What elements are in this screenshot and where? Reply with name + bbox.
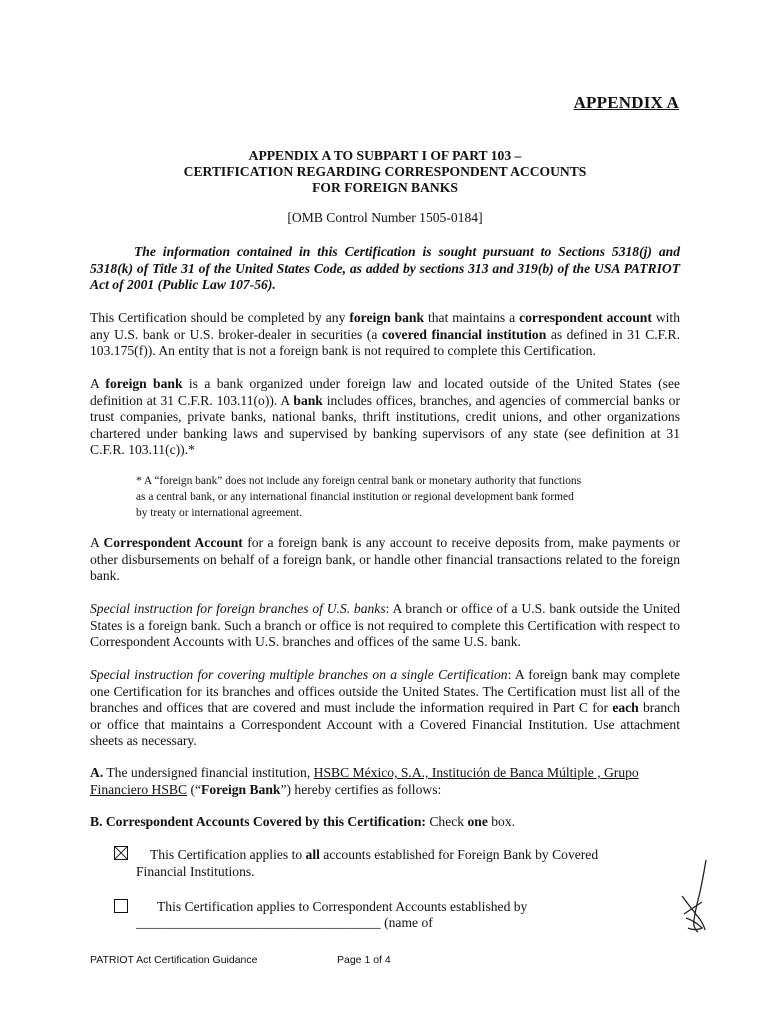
term-foreign-bank: foreign bank [105, 376, 183, 391]
text: includes offices, branches, and agencies of commercial banks or trust companies, private banks, national banks, thrift institutions, credit unions, and other organizations chartered under banking laws and supervised by banking supervisors of any state (see definition at 31 C.F.R. 103.11(c)).* [90, 392, 680, 457]
footer-document-name: PATRIOT Act Certification Guidance [90, 954, 258, 966]
title-line-1: APPENDIX A TO SUBPART I OF PART 103 – [248, 148, 522, 163]
term-covered-financial-institution: covered financial institution [381, 326, 547, 342]
term-foreign-bank: foreign bank [349, 310, 425, 325]
text: Check [425, 814, 468, 829]
text: This Certification should be completed by any [90, 310, 350, 325]
section-label: A. [90, 765, 104, 780]
text: is a bank organized under foreign law and located outside of the United States (see definition at 31 C.F.R. 103.11(o)). A [90, 376, 681, 408]
text: The undersigned financial institution, [103, 765, 314, 780]
specific-accounts-checkbox[interactable] [114, 899, 128, 913]
paragraph-completion-instructions [90, 310, 680, 360]
special-instruction-heading: Special instruction for foreign branches of U.S. banks [90, 601, 386, 616]
document-title [90, 148, 680, 196]
section-b-heading [90, 814, 680, 831]
all-accounts-checkbox[interactable] [114, 846, 128, 860]
section-a-certifying-institution [90, 765, 680, 798]
text: (“ [187, 781, 202, 797]
text: accounts established for Foreign Bank by Covered [319, 847, 599, 862]
term-each: each [612, 700, 639, 715]
text: as defined in 31 C.F.R. 103.175(f)). An entity that is not a foreign bank is not required to complete this Certification. [90, 326, 681, 358]
text: : A foreign bank may complete one Certification for its branches and offices outside the United States. The Certification must list all of the branches and offices that are covered and must include the information required in Part C for [90, 667, 680, 715]
option-specific-accounts-label: This Certification applies to Correspondent Accounts established by [157, 899, 528, 914]
text: for a foreign bank is any account to receive deposits from, make payments or other disbursements on behalf of a foreign bank, or handle other financial transactions related to the foreign bank. [90, 535, 680, 583]
handwritten-initials [668, 858, 718, 938]
appendix-heading: APPENDIX A [573, 93, 679, 112]
option-all-accounts-label-line-2: Financial Institutions. [136, 864, 255, 879]
option-all-accounts-label [150, 846, 598, 863]
intro-paragraph: The information contained in this Certification is sought pursuant to Sections 5318(j) and 5318(k) of Title 31 of the United States Code, as added by sections 313 and 319(b) of the USA PATRIOT Act of 2001 (Public Law 107-56). [90, 244, 680, 292]
footnote-line-1: * A “foreign bank” does not include any foreign central bank or monetary authority that functions [136, 475, 582, 487]
institution-name: HSBC México, S.A., Institución de Banca Múltiple , Grupo Financiero HSBC [90, 765, 639, 797]
paragraph-correspondent-account-definition [90, 535, 680, 585]
text: box. [487, 814, 516, 829]
term-all: all [305, 847, 320, 862]
term-bank: bank [293, 392, 323, 408]
footnote-line-2: as a central bank, or any international financial institution or regional development bank formed [136, 491, 574, 503]
term-one: one [467, 814, 488, 829]
title-line-2: CERTIFICATION REGARDING CORRESPONDENT ACCOUNTS [183, 164, 587, 179]
footer-page-number: Page 1 of 4 [337, 954, 391, 966]
text: branch or office that maintains a Correspondent Account with a Covered Financial Institution. Use attachment sheets as necessary. [90, 700, 680, 748]
title-line-3: FOR FOREIGN BANKS [312, 180, 458, 195]
section-b-title: B. Correspondent Accounts Covered by this Certification: [90, 814, 426, 829]
institution-name-blank-field[interactable]: ____________________________________ (name of [136, 915, 433, 930]
paragraph-foreign-bank-definition [90, 376, 680, 459]
text: ”) hereby certifies as follows: [280, 781, 442, 797]
text: This Certification applies to [150, 847, 306, 862]
paragraph-special-instruction-us-branches [90, 601, 680, 651]
term-foreign-bank: Foreign Bank [201, 781, 281, 797]
text: with any U.S. bank or U.S. broker-dealer in securities (a [90, 310, 680, 342]
omb-control-number: [OMB Control Number 1505-0184] [287, 210, 483, 225]
text: that maintains a [424, 310, 520, 325]
paragraph-special-instruction-multiple-branches [90, 667, 680, 750]
footnote [136, 473, 656, 521]
text: : A branch or office of a U.S. bank outside the United States is a foreign bank. Such a branch or office is not required to complete this Certification with respect to Correspondent Accounts with U.S. branches and offices of the same U.S. bank. [90, 601, 681, 649]
text: A [90, 376, 106, 391]
text: A [90, 535, 104, 550]
footnote-line-3: by treaty or international agreement. [136, 507, 303, 519]
special-instruction-heading: Special instruction for covering multiple branches on a single Certification [90, 667, 508, 682]
term-correspondent-account: correspondent account [519, 310, 652, 325]
term-correspondent-account: Correspondent Account [103, 535, 243, 550]
